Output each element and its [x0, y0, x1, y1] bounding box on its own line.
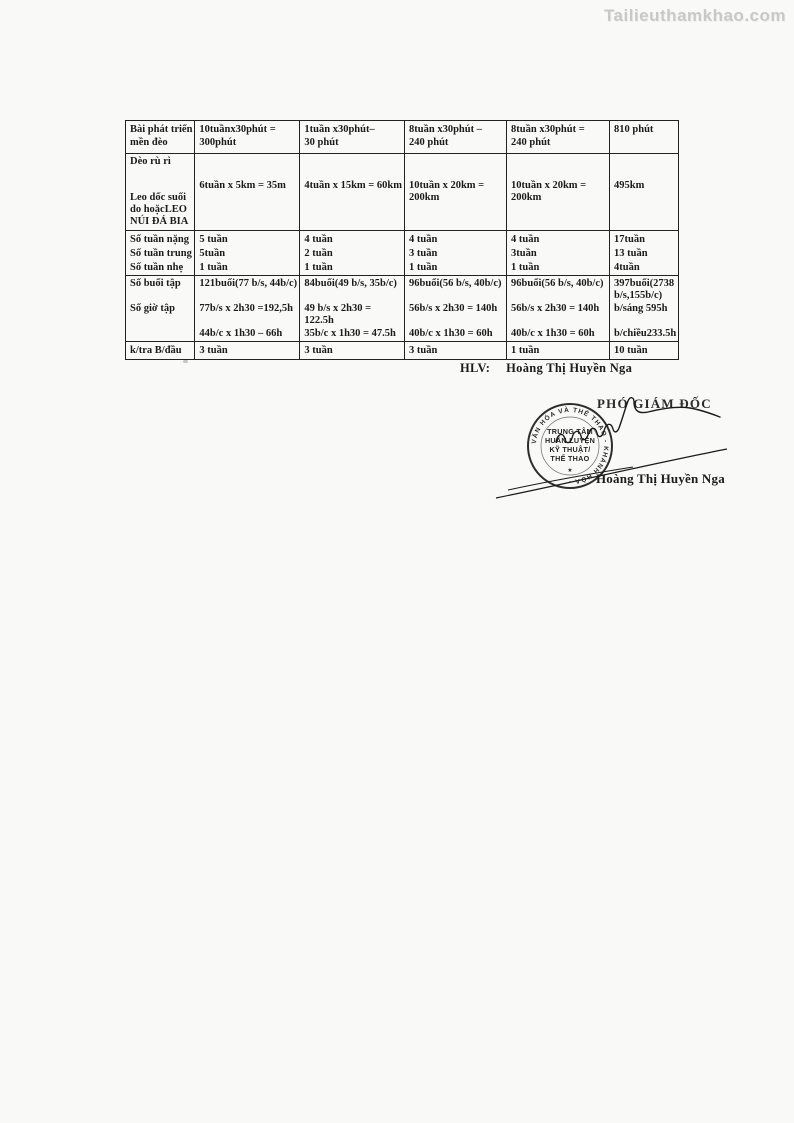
value-cell: [300, 231, 405, 276]
value-cell: [300, 342, 405, 360]
cell-line: 1 tuần: [409, 262, 438, 273]
cell-line: 49 b/s x 2h30 =: [304, 302, 372, 314]
cell-line: Dèo rù rì: [130, 156, 171, 167]
cell-line: 3 tuần: [409, 345, 438, 356]
cell-line: 56b/s x 2h30 = 140h: [409, 302, 498, 314]
cell-line: [511, 156, 607, 168]
cell-line: do hoặcLEO: [130, 204, 187, 215]
value-cell: [195, 231, 300, 276]
row-label-cell: [126, 231, 195, 276]
value-cell: [300, 121, 405, 154]
value-cell: [195, 121, 300, 154]
cell-line: 8tuần x30phút –: [409, 124, 482, 135]
schedule-table: [125, 120, 679, 360]
cell-line: [409, 290, 504, 302]
cell-line: NÚI ĐÁ BIA: [130, 216, 189, 227]
value-cell: [195, 342, 300, 360]
cell-line: 13 tuần: [614, 248, 648, 259]
value-cell: [507, 276, 610, 342]
hlv-line: [460, 361, 632, 376]
table-row: [126, 121, 679, 154]
cell-line: 122.5h: [304, 315, 334, 327]
scan-speck: [183, 360, 188, 363]
row-label-cell: [126, 276, 195, 342]
cell-line: k/tra B/đầu: [130, 345, 182, 356]
cell-line: mền đèo: [130, 137, 168, 148]
cell-line: [199, 290, 297, 302]
cell-line: 200km: [409, 192, 440, 203]
watermark: Tailieuthamkhao.com: [603, 6, 786, 25]
cell-line: 5 tuần: [199, 234, 228, 245]
value-cell: [405, 342, 507, 360]
cell-line: [614, 156, 676, 168]
row-label-cell: [126, 342, 195, 360]
cell-line: 810 phút: [614, 124, 654, 135]
stamp-ring-text: VĂN HÓA VÀ THỂ THAO - KHÁNH HÒA -: [530, 406, 610, 486]
cell-line: 6tuần x 5km = 35m: [199, 180, 286, 191]
cell-line: 240 phút: [511, 137, 551, 148]
cell-line: 96buổi(56 b/s, 40b/c): [409, 278, 502, 289]
cell-line: 56b/s x 2h30 = 140h: [511, 302, 600, 314]
cell-line: Bài phát triển: [130, 124, 193, 135]
table-row: [126, 231, 679, 276]
cell-line: Leo dốc suối: [130, 192, 187, 203]
cell-line: 17tuần: [614, 234, 645, 245]
cell-line: 1 tuần: [511, 345, 540, 356]
value-cell: [405, 121, 507, 154]
cell-line: 44b/c x 1h30 – 66h: [199, 327, 283, 339]
value-cell: [610, 276, 679, 342]
cell-line: 77b/s x 2h30 =192,5h: [199, 302, 293, 314]
cell-line: 1 tuần: [304, 262, 333, 273]
cell-line: b/sáng 595h: [614, 302, 668, 314]
cell-line: [130, 168, 192, 180]
cell-line: 84buổi(49 b/s, 35b/c): [304, 278, 397, 289]
cell-line: [199, 315, 297, 327]
cell-line: 121buổi(77 b/s, 44b/c): [199, 278, 298, 289]
value-cell: [507, 231, 610, 276]
value-cell: [610, 121, 679, 154]
value-cell: [507, 121, 610, 154]
cell-line: Số giờ tập: [130, 302, 175, 314]
cell-line: 4tuần x 15km = 60km: [304, 180, 403, 191]
cell-line: 35b/c x 1h30 = 47.5h: [304, 327, 396, 339]
value-cell: [610, 154, 679, 231]
cell-line: 4 tuần: [511, 234, 540, 245]
cell-line: 10 tuần: [614, 345, 648, 356]
value-cell: [195, 154, 300, 231]
cell-line: 40b/c x 1h30 = 60h: [511, 327, 595, 339]
cell-line: [614, 315, 676, 327]
cell-line: 4 tuần: [409, 234, 438, 245]
cell-line: 5tuần: [199, 248, 226, 259]
cell-line: 3 tuần: [199, 345, 228, 356]
cell-line: 10tuầnx30phút =: [199, 124, 276, 135]
value-cell: [610, 231, 679, 276]
table-row: [126, 154, 679, 231]
cell-line: 4tuần: [614, 262, 640, 273]
stamp-center-line-1: TRUNG TÂM: [547, 427, 593, 436]
cell-line: 30 phút: [304, 137, 339, 148]
cell-line: 2 tuần: [304, 248, 333, 259]
value-cell: [405, 276, 507, 342]
stamp-star-icon: ★: [567, 468, 573, 474]
stamp-center-line-2: HUẤN LUYỆN: [544, 436, 596, 445]
stamp-and-signature: [480, 388, 740, 518]
cell-line: 1 tuần: [511, 262, 540, 273]
value-cell: [195, 276, 300, 342]
cell-line: [130, 290, 192, 302]
cell-line: [511, 168, 607, 180]
cell-line: 300phút: [199, 137, 237, 148]
cell-line: [511, 290, 607, 302]
vice-director-title: PHÓ GIÁM ĐỐC: [597, 396, 712, 411]
cell-line: 240 phút: [409, 137, 449, 148]
signed-name: Hoàng Thị Huyền Nga: [596, 471, 725, 486]
value-cell: [405, 154, 507, 231]
cell-line: Số tuần nhẹ: [130, 262, 184, 273]
cell-line: [614, 168, 676, 180]
cell-line: 3 tuần: [409, 248, 438, 259]
cell-line: 96buổi(56 b/s, 40b/c): [511, 278, 604, 289]
cell-line: Số tuần trung: [130, 248, 192, 259]
cell-line: [409, 168, 504, 180]
cell-line: [511, 315, 607, 327]
cell-line: 10tuần x 20km =: [511, 180, 587, 191]
cell-line: 40b/c x 1h30 = 60h: [409, 327, 493, 339]
cell-line: [409, 315, 504, 327]
stamp-center-line-4: THỂ THAO: [550, 454, 590, 463]
value-cell: [610, 342, 679, 360]
cell-line: Số buổi tập: [130, 278, 181, 289]
cell-line: 4 tuần: [304, 234, 333, 245]
cell-line: 10tuần x 20km =: [409, 180, 485, 191]
row-label-cell: [126, 154, 195, 231]
cell-line: 3 tuần: [304, 345, 333, 356]
cell-line: [304, 156, 402, 168]
cell-line: 3tuần: [511, 248, 537, 259]
value-cell: [300, 276, 405, 342]
cell-line: [199, 156, 297, 168]
cell-line: 495km: [614, 180, 645, 191]
cell-line: [199, 168, 297, 180]
value-cell: [507, 154, 610, 231]
cell-line: b/s,155b/c): [614, 290, 663, 302]
cell-line: 8tuần x30phút =: [511, 124, 585, 135]
value-cell: [507, 342, 610, 360]
cell-line: 1tuần x30phút–: [304, 124, 375, 135]
cell-line: 200km: [511, 192, 542, 203]
value-cell: [300, 154, 405, 231]
hlv-label: HLV:: [460, 361, 491, 375]
cell-line: b/chiều233.5h: [614, 327, 677, 339]
cell-line: 397buổi(2738: [614, 278, 675, 289]
cell-line: Số tuần nặng: [130, 234, 189, 245]
cell-line: [304, 168, 402, 180]
stamp-center-line-3: KỸ THUẬT/: [549, 445, 591, 454]
table-row: [126, 276, 679, 342]
row-label-cell: [126, 121, 195, 154]
hlv-name: Hoàng Thị Huyền Nga: [506, 361, 633, 375]
value-cell: [405, 231, 507, 276]
cell-line: 1 tuần: [199, 262, 228, 273]
cell-line: [130, 180, 192, 192]
cell-line: [304, 290, 402, 302]
table-row: [126, 342, 679, 360]
cell-line: [409, 156, 504, 168]
